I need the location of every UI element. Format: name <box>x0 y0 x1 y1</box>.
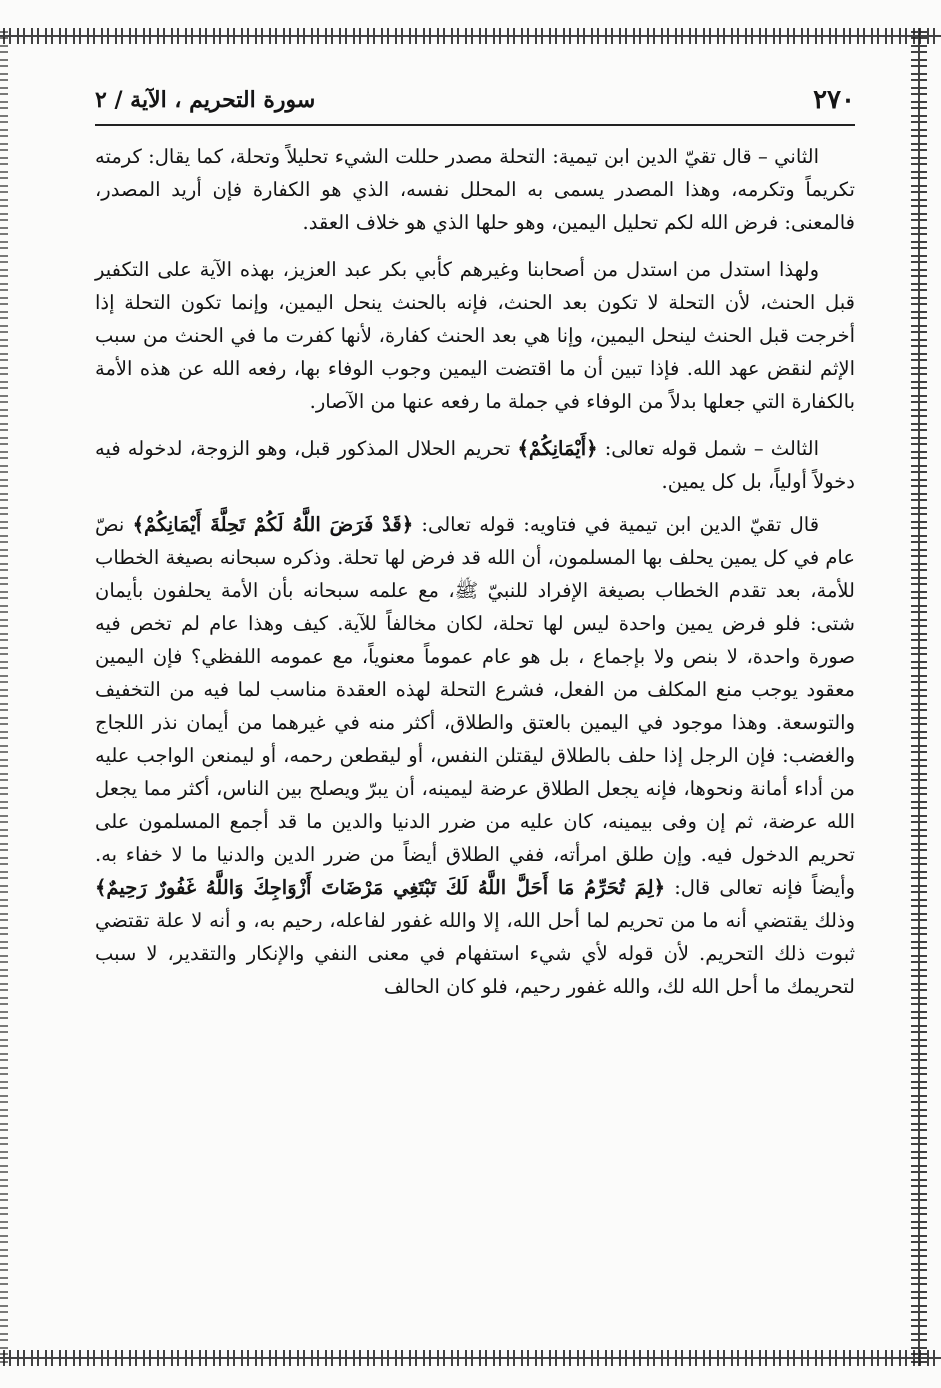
paragraph-text: قال تقيّ الدين ابن تيمية في فتاويه: قوله تعالى: <box>413 513 820 536</box>
decorative-border-right <box>911 28 927 1366</box>
running-title: سورة التحريم ، الآية / ٢ <box>95 87 316 113</box>
paragraph <box>95 140 855 239</box>
decorative-border-left <box>0 28 8 1366</box>
paragraph <box>95 253 855 418</box>
paragraph-text: تحريم الحلال المذكور قبل، وهو الزوجة، لدخوله فيه دخولاً أولياً، بل كل يمين. <box>95 437 855 493</box>
decorative-border-bottom <box>0 1350 941 1366</box>
quran-verse: ﴿أَيْمَانِكُمْ﴾ <box>517 437 598 460</box>
quran-verse: ﴿قَدْ فَرَضَ اللَّهُ لَكُمْ تَحِلَّةَ أَيْمَانِكُمْ﴾ <box>132 513 414 536</box>
page-header <box>95 82 855 118</box>
quran-verse: ﴿لِمَ تُحَرِّمُ مَا أَحَلَّ اللَّهُ لَكَ تَبْتَغِي مَرْضَاتَ أَزْوَاجِكَ وَاللَّهُ غَفُورٌ رَحِيمٌ﴾ <box>95 876 666 899</box>
decorative-border-top <box>0 28 941 44</box>
page-number: ٢٧٠ <box>813 85 855 115</box>
paragraph-text: الثالث – شمل قوله تعالى: <box>597 437 819 460</box>
header-rule <box>95 124 855 126</box>
paragraph-text: ولهذا استدل من استدل من أصحابنا وغيرهم كأبي بكر عبد العزيز، بهذه الآية على التكفير قبل الحنث، لأن التحلة لا تكون بعد الحنث، فإنه بالحنث ينحل اليمين، وإنما تكون التحلة إذا أخرجت قبل الحنث لينحل اليمين، وإنا هي بعد الحنث كفارة، لأنها كفرت ما في الحنث من سبب الإثم لنقض عهد الله. فإذا تبين أن ما اقتضت اليمين وجوب الوفاء بها، رفعه الله عن هذه الأمة بالكفارة التي جعلها بدلاً من الوفاء في جملة ما رفعه عنها من الآصار. <box>95 258 855 413</box>
paragraph <box>95 508 855 1003</box>
paragraph-text: نصّ عام في كل يمين يحلف بها المسلمون، أن الله قد فرض لها تحلة. وذكره سبحانه بصيغة الخطاب للأمة، بعد تقدم الخطاب بصيغة الإفراد للنبيّ ﷺ، مع علمه سبحانه بأن الأمة يحلفون بأيمان شتى: فلو فرض يمين واحدة ليس لها تحلة، لكان مخالفاً للآية. كيف وهذا عام لم تخص فيه صورة واحدة، لا بنص ولا بإجماع ، بل هو عام عموماً معنوياً، مع عمومه اللفظي؟ فإن اليمين معقود يوجب منع المكلف من الفعل، فشرع التحلة لهذه العقدة مناسب لما فيه من التخفيف والتوسعة. وهذا موجود في اليمين بالعتق والطلاق، أكثر منه في غيرهما من أيمان نذر اللجاج والغضب: فإن الرجل إذا حلف بالطلاق ليقتلن النفس، أو ليقطعن رحمه، أو ليمنعن الواجب عليه من أداء أمانة ونحوها، فإنه يجعل الطلاق عرضة ليمينه، أن يبرّ ويصلح بين الناس، أكثر مما يجعل الله عرضة، ثم إن وفى بيمينه، كان عليه من ضرر الدنيا والدين ما قد أجمع المسلمون على تحريم الدخول فيه. وإن طلق امرأته، ففي الطلاق أيضاً من ضرر الدين والدنيا ما لا خفاء به. وأيضاً فإنه تعالى قال: <box>95 513 855 899</box>
paragraph <box>95 432 855 498</box>
paragraph-text: وذلك يقتضي أنه ما من تحريم لما أحل الله، إلا والله غفور لفاعله، رحيم به، و أنه لا علة تقتضي ثبوت ذلك التحريم. لأن قوله لأي شيء استفهام في معنى النفي والإنكار والتقدير، لا سبب لتحريمك ما أحل الله لك، والله غفور رحيم، فلو كان الحالف <box>95 909 855 998</box>
paragraph-text: الثاني – قال تقيّ الدين ابن تيمية: التحلة مصدر حللت الشيء تحليلاً وتحلة، كما يقال: كرمته تكريماً وتكرمه، وهذا المصدر يسمى به المحلل نفسه، الذي هو الكفارة فإن أريد المصدر، فالمعنى: فرض الله لكم تحليل اليمين، وهو حلها الذي هو خلاف العقد. <box>95 145 855 234</box>
page-body <box>95 140 855 1017</box>
